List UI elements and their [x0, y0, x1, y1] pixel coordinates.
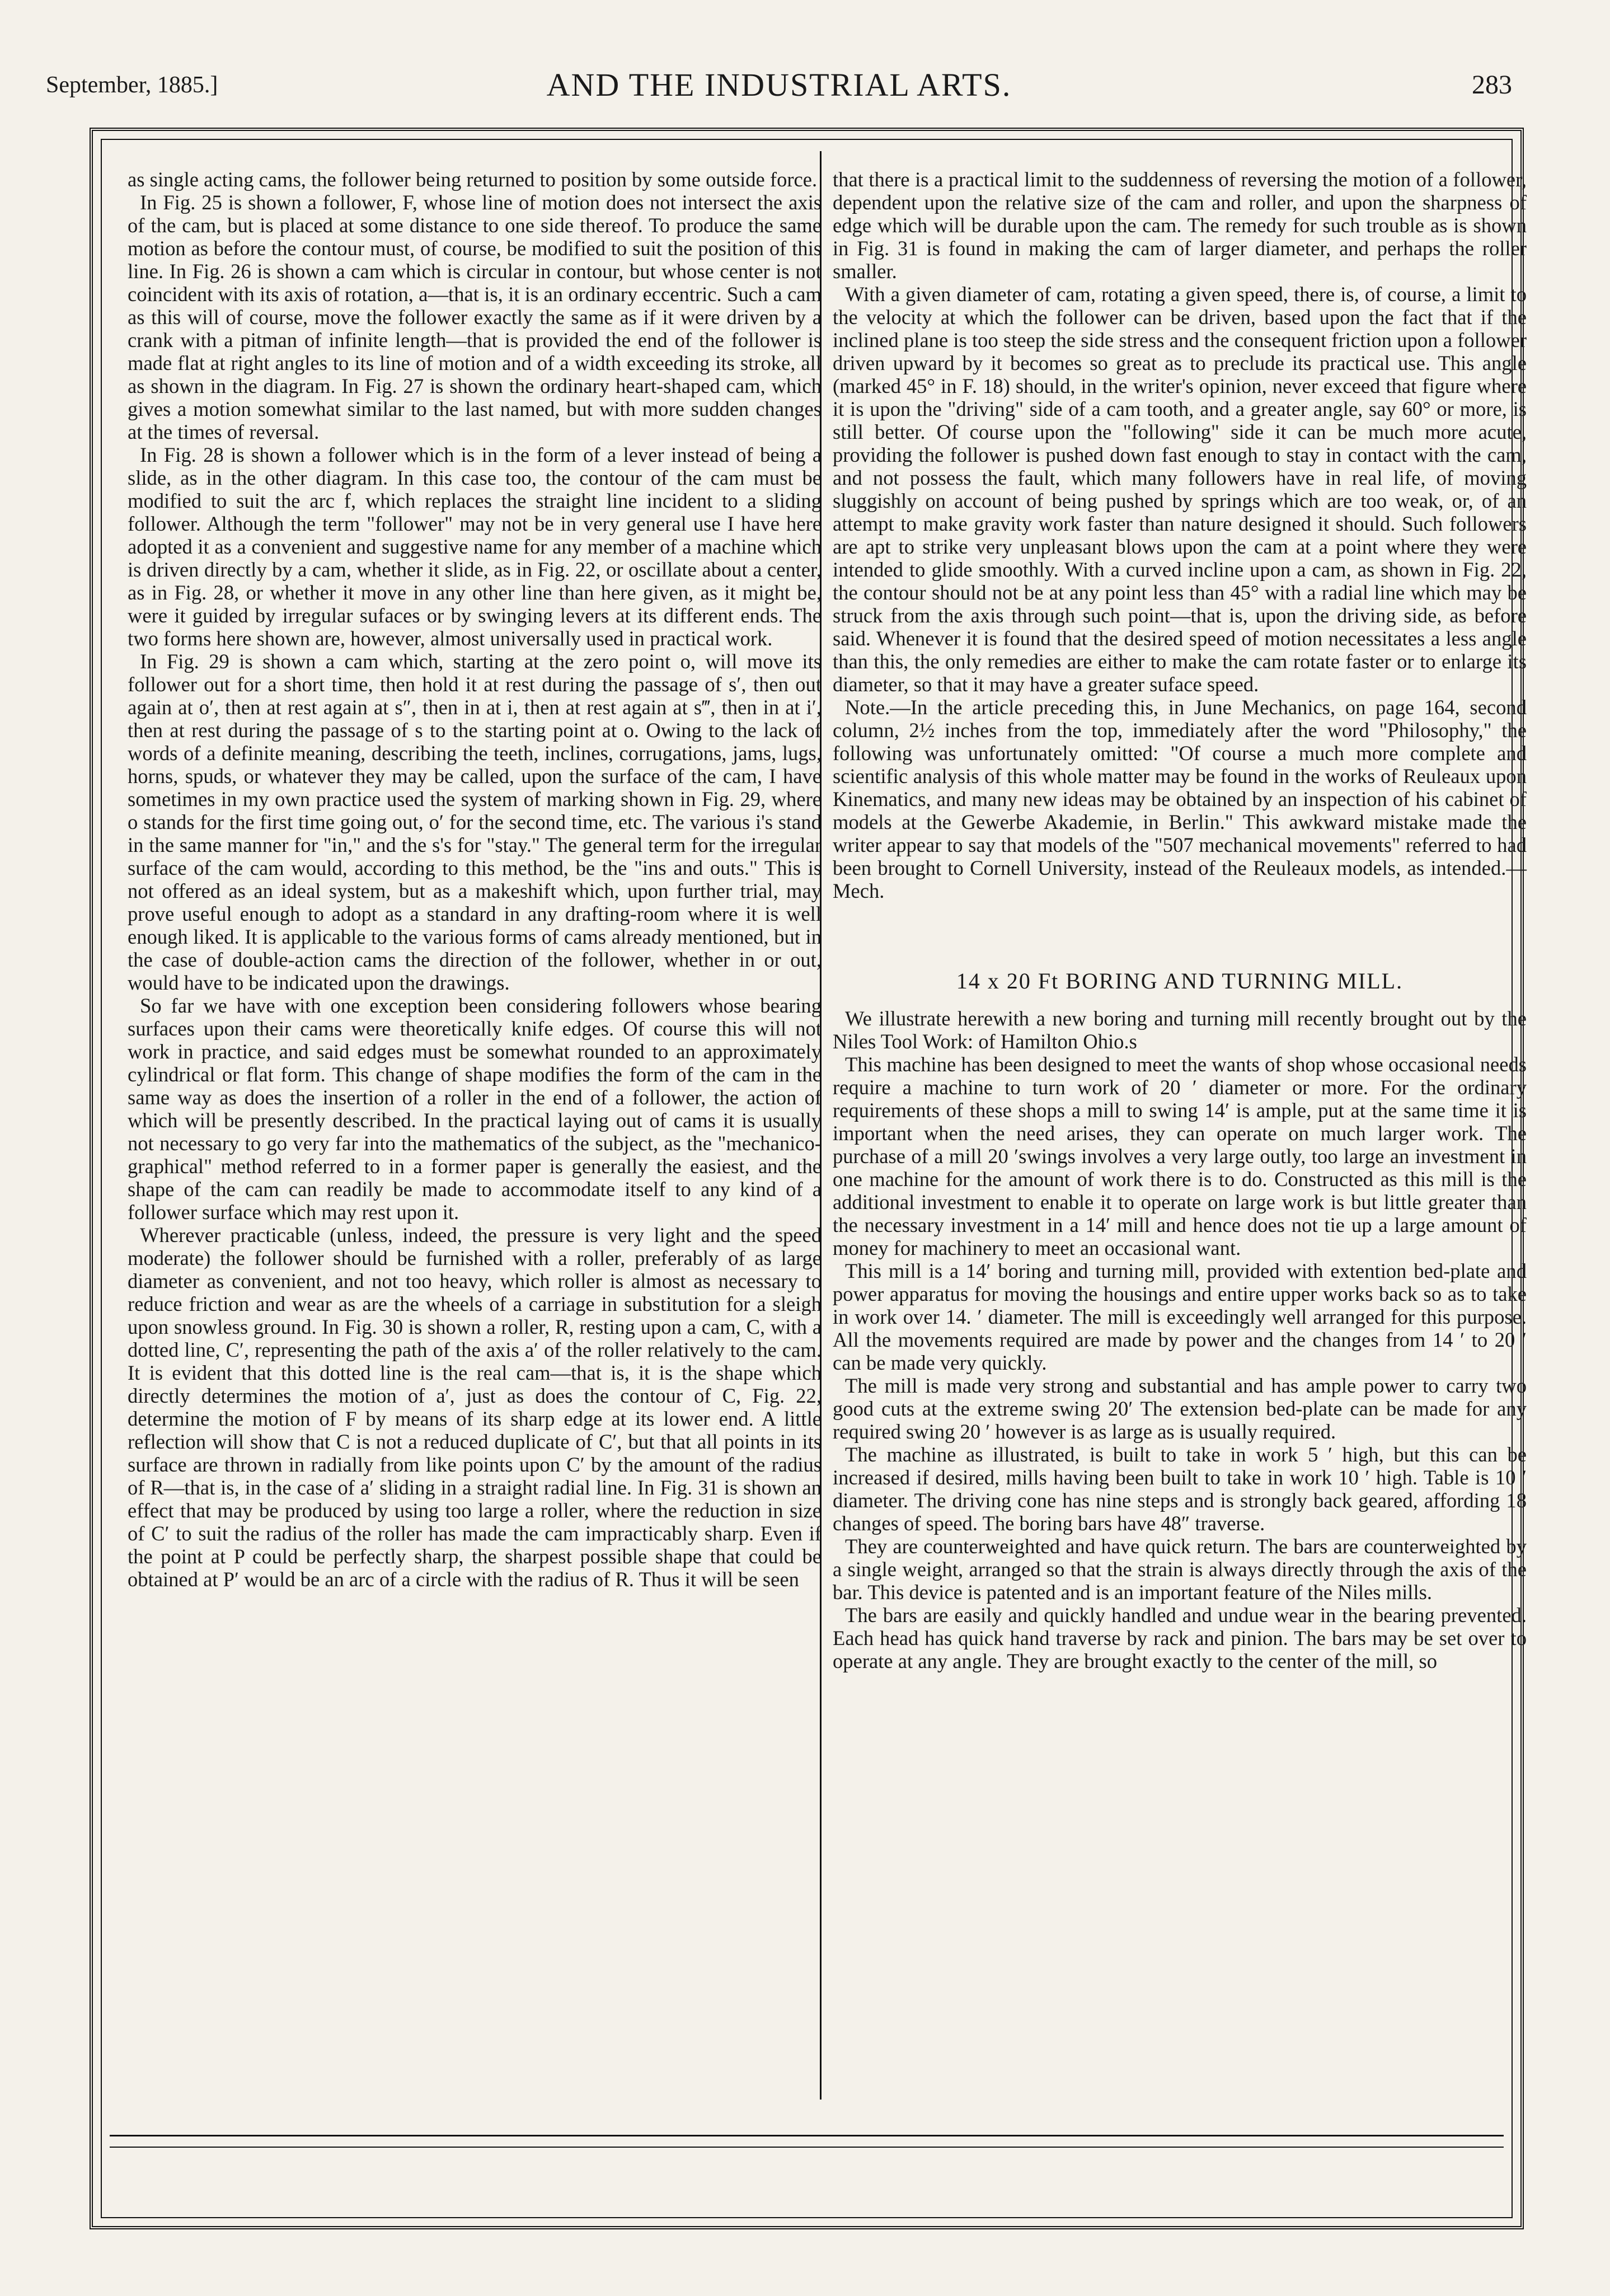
paragraph: This machine has been designed to meet the wants of shop whose occasional needs require a machine to turn work of 20 ′ diameter or more. For the ordinary requirements of these shops a mill to swing 14′ is ample, put at the same time it is important when the need arises, they can operate on much larger work. The purchase of a mill 20 ′swings involves a very large outly, too large an investment in one machine for the amount of work there is to do. Constructed as this mill is the additional investment to enable it to operate on large work is but little greater than the necessary investment in a 14′ mill and hence does not tie up a large amount of money for machinery to meet an occasional want.: [833, 1053, 1527, 1259]
paragraph: The machine as illustrated, is built to take in work 5 ′ high, but this can be increased if desired, mills having been built to take in work 10 ′ high. Table is 10 ′ diameter. The driving cone has nine steps and is strongly back geared, affording 18 changes of speed. The boring bars have 48″ traverse.: [833, 1443, 1527, 1535]
paragraph: Wherever practicable (unless, indeed, the pressure is very light and the speed moderate) the follower should be furnished with a roller, preferably of as large diameter as convenient, and not too heavy, which roller is almost as necessary to reduce friction and wear as are the wheels of a carriage in substitution for a sleigh upon snowless ground. In Fig. 30 is shown a roller, R, resting upon a cam, C, with a dotted line, C′, representing the path of the axis a′ of the roller relatively to the cam. It is evident that this dotted line is the real cam—that is, it is the shape which directly determines the motion of a′, just as does the contour of C, Fig. 22, determine the motion of F by means of its sharp edge at its lower end. A little reflection will show that C is not a reduced duplicate of C′, but that all points in its surface are thrown in radially from like points upon C′ by the amount of the radius of R—that is, in the case of a′ sliding in a straight radial line. In Fig. 31 is shown an effect that may be produced by using too large a roller, where the reduction in size of C′ to suit the radius of the roller has made the cam impracticably sharp. Even if the point at P could be perfectly sharp, the sharpest possible shape that could be obtained at P′ would be an arc of a circle with the radius of R. Thus it will be seen: [128, 1224, 822, 1591]
running-head: [46, 66, 1512, 111]
footer-rules: [110, 2135, 1504, 2209]
paragraph: The bars are easily and quickly handled and undue wear in the bearing prevented. Each head has quick hand traverse by rack and pinion. The bars may be set over to operate at any angle. They are brought exactly to the center of the mill, so: [833, 1604, 1527, 1672]
journal-title: AND THE INDUSTRIAL ARTS.: [546, 67, 1012, 103]
paragraph: In Fig. 28 is shown a follower which is in the form of a lever instead of being a slide, as in the other diagram. In this case too, the contour of the cam must be modified to suit the arc f, which replaces the straight line incident to a sliding follower. Although the term "follower" may not be in very general use I have here adopted it as a convenient and suggestive name for any member of a machine which is driven directly by a cam, whether it slide, as in Fig. 22, or oscillate about a center, as in Fig. 28, or whether it move in any other line than here given, as it might be, were it guided by irregular sufaces or by swinging levers at its different ends. The two forms here shown are, however, almost universally used in practical work.: [128, 443, 822, 650]
page-number: 283: [1472, 70, 1512, 100]
issue-date: September, 1885.]: [46, 72, 218, 98]
note-paragraph: Note.—In the article preceding this, in June Mechanics, on page 164, second column, 2½ inches from the top, immediately after the word "Philosophy," the following was unfortunately omitted: "Of course a much more complete and scientific analysis of this whole matter may be found in the works of Reuleaux upon Kinematics, and many new ideas may be obtained by an inspection of his cabinet of models at the Gewerbe Akademie, in Berlin." This awkward mistake made the writer appear to say that models of the "507 mechanical movements" referred to had been brought to Cornell University, instead of the Reuleaux models, as intended.—Mech.: [833, 696, 1527, 902]
paragraph: as single acting cams, the follower being returned to position by some outside force.: [128, 168, 818, 191]
paragraph: We illustrate herewith a new boring and turning mill recently brought out by the Niles Tool Work: of Hamilton Ohio.s: [833, 1007, 1527, 1053]
paragraph: In Fig. 25 is shown a follower, F, whose line of motion does not intersect the axis of the cam, but is placed at some distance to one side thereof. To produce the same motion as before the contour must, of course, be modified to suit the position of this line. In Fig. 26 is shown a cam which is circular in contour, but whose center is not coincident with its axis of rotation, a—that is, it is an ordinary eccentric. Such a cam as this will of course, move the follower exactly the same as if it were driven by a crank with a pitman of infinite length—that is provided the end of the follower is made flat at right angles to its line of motion and of a width exceeding its stroke, all as shown in the diagram. In Fig. 27 is shown the ordinary heart-shaped cam, which gives a motion somewhat similar to the last named, but with more sudden changes at the times of reversal.: [128, 191, 822, 443]
left-column: [128, 168, 822, 1591]
page-frame: [90, 128, 1527, 2229]
paragraph: So far we have with one exception been considering followers whose bearing surfaces upon their cams were theoretically knife edges. Of course this will not work in practice, and said edges must be somewhat rounded to an approximately cylindrical or flat form. This change of shape modifies the form of the cam in the same way as does the insertion of a roller in the end of a follower, the action of which will be presently described. In the practical laying out of cams it is usually not necessary to go very far into the mathematics of the subject, as the "mechanico-graphical" method referred to in a former paper is generally the easiest, and the shape of the cam can readily be made to accommodate itself to any kind of a follower surface which may rest upon it.: [128, 994, 822, 1224]
right-column: [833, 168, 1527, 1672]
page-frame-inner: [101, 139, 1527, 2218]
article-heading: 14 x 20 Ft BORING AND TURNING MILL.: [956, 968, 1404, 994]
paragraph: In Fig. 29 is shown a cam which, starting at the zero point o, will move its follower out for a short time, then hold it at rest during the passage of s′, then out again at o′, then at rest again at s″, then in at i, then at rest again at s‴, then in at i′, then at rest during the passage of s to the starting point at o. Owing to the lack of words of a definite meaning, describing the teeth, inclines, corrugations, jams, lugs, horns, spuds, or whatever they may be called, upon the surface of the cam, I have sometimes in my own practice used the system of marking shown in Fig. 29, where o stands for the first time going out, o′ for the second time, etc. The various i's stand in the same manner for "in," and the s's for "stay." The general term for the irregular surface of the cam would, according to this method, be the "ins and outs." This is not offered as an ideal system, but as a makeshift which, upon further trial, may prove useful enough to adopt as a standard in any drafting-room where it is well enough liked. It is applicable to the various forms of cams already mentioned, but in the case of double-action cams the direction of the follower, whether in or out, would have to be indicated upon the drawings.: [128, 650, 822, 994]
paragraph: With a given diameter of cam, rotating a given speed, there is, of course, a limit to the velocity at which the follower can be driven, based upon the fact that if the inclined plane is too steep the side stress and the consequent friction upon a follower driven upward by it becomes so great as to preclude its practical use. This angle (marked 45° in F. 18) should, in the writer's opinion, never exceed that figure where it is upon the "driving" side of a cam tooth, and a greater angle, say 60° or more, is still better. Of course upon the "following" side it can be much more acute, providing the follower is pushed down fast enough to stay in contact with the cam, and not possess the fault, which many followers have in real life, of moving sluggishly on account of being pushed by springs which are too weak, or, of an attempt to make gravity work faster than nature designed it should. Such followers are apt to strike very unpleasant blows upon the cam at a point where they were intended to glide smoothly. With a curved incline upon a cam, as shown in Fig. 22, the contour should not be at any point less than 45° with a radial line which may be struck from the axis through such point—that is, upon the driving side, as before said. Whenever it is found that the desired speed of motion necessitates a less angle than this, the only remedies are either to make the cam rotate faster or to enlarge its diameter, so that it may have a greater suface speed.: [833, 283, 1527, 696]
paragraph: This mill is a 14′ boring and turning mill, provided with extention bed-plate and power apparatus for moving the housings and entire upper works back so as to take in work over 14. ′ diameter. The mill is exceedingly well arranged for this purpose. All the movements required are made by power and the changes from 14 ′ to 20 ′ can be made very quickly.: [833, 1259, 1527, 1374]
paragraph: They are counterweighted and have quick return. The bars are counterweighted by a single weight, arranged so that the strain is always directly through the axis of the bar. This device is patented and is an important feature of the Niles mills.: [833, 1535, 1527, 1604]
column-divider: [820, 151, 822, 2100]
paragraph: The mill is made very strong and substantial and has ample power to carry two good cuts at the extreme swing 20′ The extension bed-plate can be made for any required swing 20 ′ however is as large as is usually required.: [833, 1374, 1527, 1443]
paragraph: that there is a practical limit to the suddenness of reversing the motion of a follower, dependent upon the relative size of the cam and roller, and upon the sharpness of edge which will be durable upon the cam. The remedy for such trouble as is shown in Fig. 31 is found in making the cam of larger diameter, and perhaps the roller smaller.: [833, 168, 1527, 283]
